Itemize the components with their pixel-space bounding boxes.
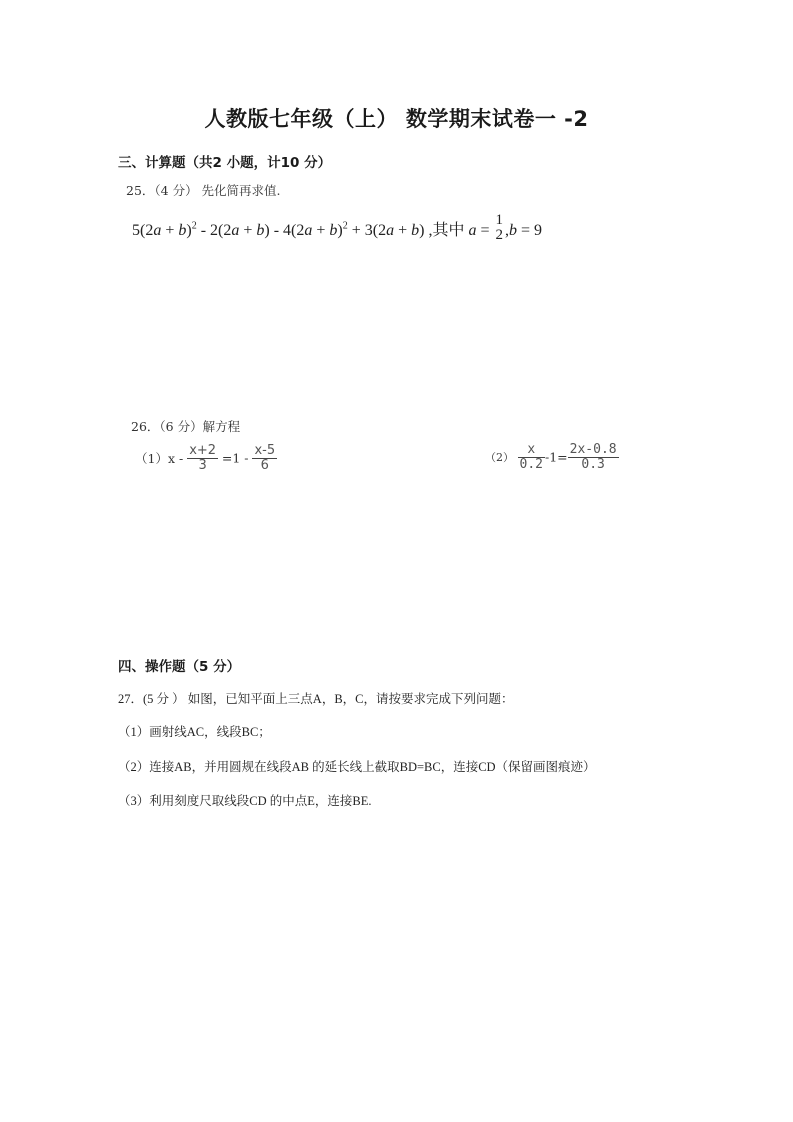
expr-part: )	[337, 222, 343, 239]
fraction: $\frac{x}{0.2}$	[519, 442, 543, 472]
expr-part: +	[239, 222, 257, 239]
var-a: a	[231, 222, 240, 239]
expr-part: +	[394, 222, 412, 239]
var-b: b	[508, 222, 517, 239]
equation-prefix: （2）	[485, 451, 518, 465]
expr-part: ) - 4(2	[264, 222, 305, 239]
fraction-one-half: 1 2	[495, 211, 503, 244]
equation-mid: -1=	[544, 449, 568, 465]
expr-part: 5(2	[132, 222, 154, 239]
fraction: $\frac{x+2}{3}$	[189, 443, 217, 473]
var-b: b	[329, 222, 338, 239]
fraction: $\frac{2x-0.8}{0.3}$	[569, 442, 617, 472]
var-b: b	[178, 222, 187, 239]
equation-prefix: （1）x -	[135, 451, 188, 467]
question-27-item-3: （3）利用刻度尺取线段CD 的中点E，连接BE.	[118, 794, 372, 808]
expr-part: )	[186, 222, 192, 239]
var-a: a	[468, 222, 477, 239]
exponent: 2	[191, 220, 197, 232]
question-27-item-1: （1）画射线AC，线段BC；	[118, 725, 271, 739]
question-27-label: 27．(5 分 ） 如图，已知平面上三点A，B，C，请按要求完成下列问题：	[118, 692, 514, 706]
var-b: b	[256, 222, 265, 239]
equation-1	[135, 444, 277, 472]
expr-part: =	[476, 222, 494, 239]
question-26-label: 26．（6 分）解方程	[131, 419, 241, 434]
expr-part: ,	[504, 222, 509, 239]
var-a: a	[153, 222, 162, 239]
expr-part: - 2(2	[196, 222, 232, 239]
exponent: 2	[342, 220, 348, 232]
question-25-label: 25．（4 分） 先化简再求值.	[126, 183, 281, 198]
expr-part: +	[161, 222, 179, 239]
expr-part: + 3(2	[347, 222, 387, 239]
section-heading-operation: 四、操作题（5 分）	[118, 659, 241, 675]
expr-part: = 9	[516, 222, 543, 239]
expr-part: ) ,其中	[419, 222, 469, 239]
page-title: 人教版七年级（上） 数学期末试卷一 -2	[204, 107, 589, 131]
expr-part: +	[312, 222, 330, 239]
equation-mid: =1 -	[221, 450, 253, 466]
var-a: a	[386, 222, 395, 239]
var-b: b	[411, 222, 420, 239]
fraction: $\frac{x-5}{6}$	[254, 443, 276, 473]
var-a: a	[304, 222, 313, 239]
question-25-expression	[132, 211, 543, 244]
question-27-item-2: （2）连接AB，并用圆规在线段AB 的延长线上截取BD=BC，连接CD（保留画图痕迹）	[118, 760, 596, 774]
equation-2	[485, 443, 619, 471]
section-heading-calculation: 三、计算题（共2 小题，计10 分）	[118, 155, 332, 171]
